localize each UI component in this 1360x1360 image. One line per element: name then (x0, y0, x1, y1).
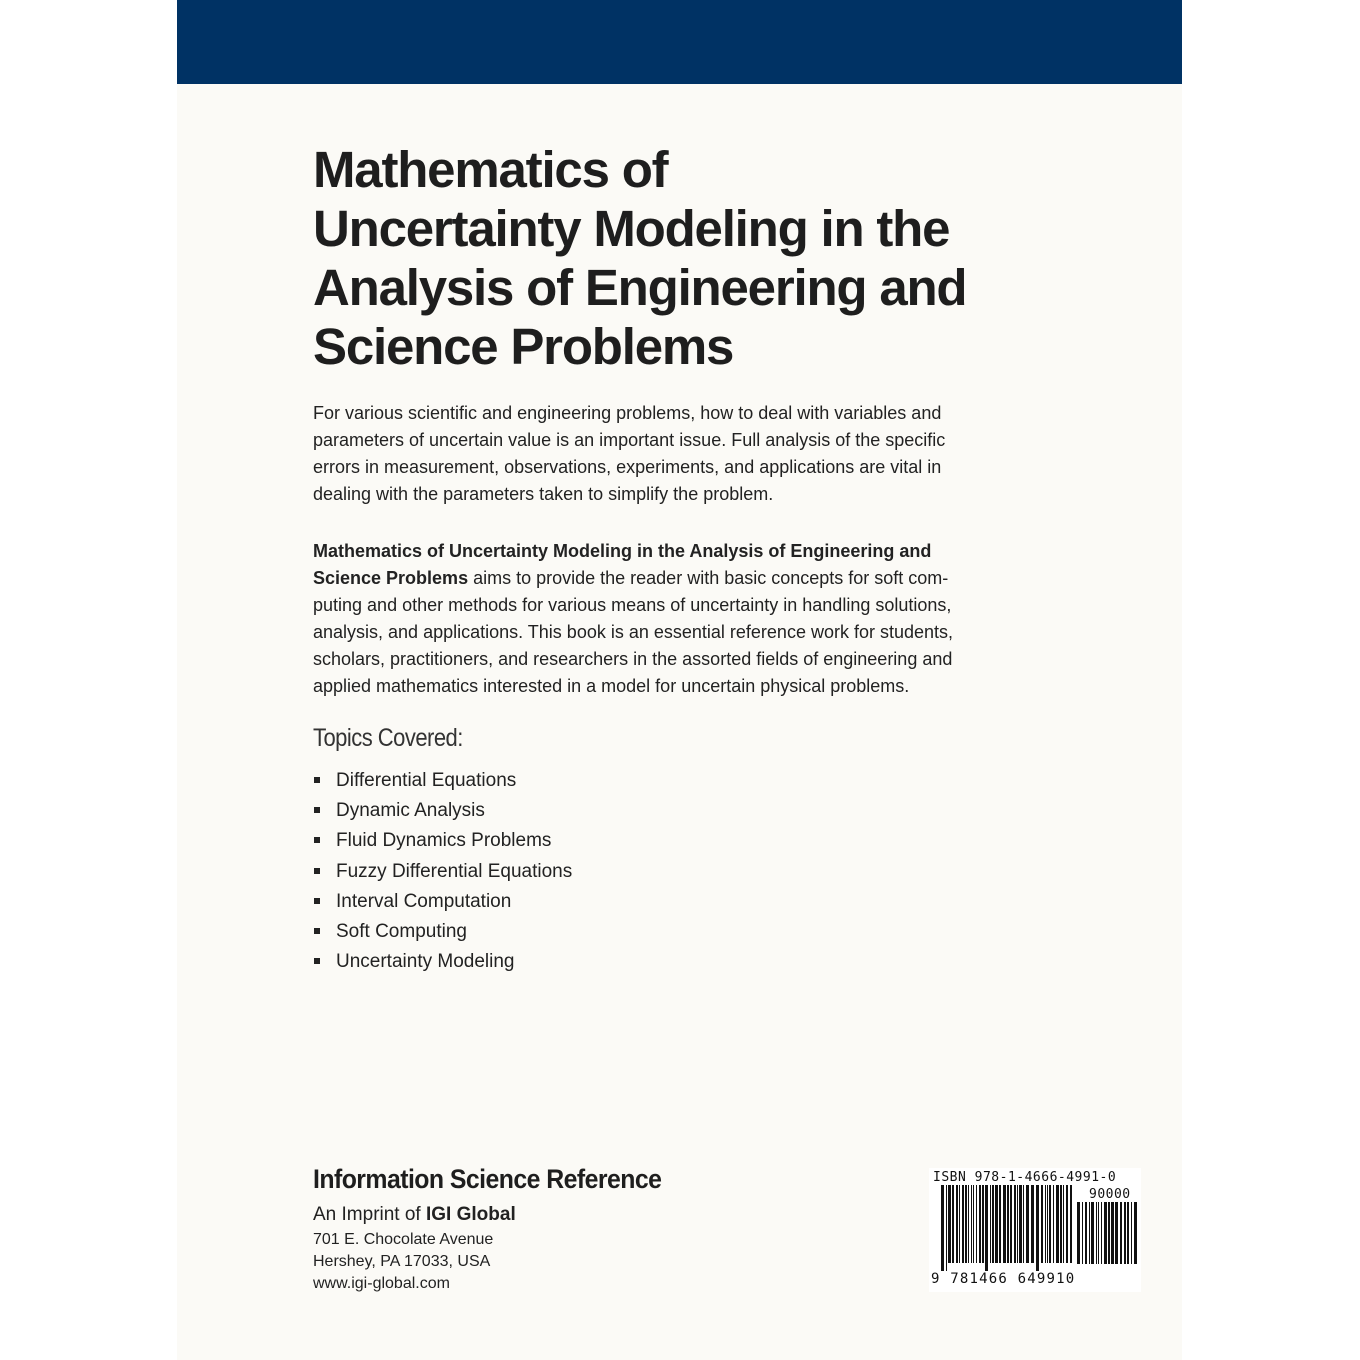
topics-list (313, 766, 572, 977)
intro-line: dealing with the parameters taken to simplify the problem. (313, 484, 774, 504)
topic-label: Fluid Dynamics Problems (336, 830, 552, 852)
bullet-icon (314, 958, 320, 964)
price-code: 90000 (1089, 1187, 1131, 1202)
topic-label: Dynamic Analysis (336, 800, 485, 822)
description-line: analysis, and applications. This book is an essential reference work for students, (313, 622, 954, 642)
publisher-name: Information Science Reference (313, 1164, 662, 1194)
title-line: Analysis of Engineering and (313, 259, 967, 316)
title-line: Science Problems (313, 318, 734, 375)
list-item (313, 857, 572, 887)
addon-barcode-bars-icon (1077, 1202, 1137, 1272)
publisher-imprint (313, 1204, 516, 1226)
list-item (313, 947, 572, 977)
description-line: puting and other methods for various means of uncertainty in handling solutions, (313, 595, 952, 615)
description-line: applied mathematics interested in a model for uncertain physical problems. (313, 676, 910, 696)
intro-line: parameters of uncertain value is an important issue. Full analysis of the specific (313, 430, 946, 450)
bullet-icon (314, 837, 320, 843)
list-item (313, 796, 572, 826)
isbn-number: ISBN 978-1-4666-4991-0 (933, 1170, 1117, 1185)
bullet-icon (314, 777, 320, 783)
imprint-prefix: An Imprint of (313, 1204, 426, 1225)
bullet-icon (314, 898, 320, 904)
topic-label: Fuzzy Differential Equations (336, 860, 573, 882)
isbn-barcode (929, 1168, 1141, 1292)
intro-line: errors in measurement, observations, experiments, and applications are vital in (313, 457, 942, 477)
intro-paragraph (313, 400, 1043, 508)
list-item (313, 766, 572, 796)
ean-digits: 9 781466 649910 (931, 1271, 1076, 1287)
description-line: scholars, practitioners, and researchers in the assorted fields of engineering and (313, 649, 953, 669)
book-title-inline: Science Problems (313, 568, 469, 588)
topics-heading: Topics Covered: (313, 724, 463, 752)
book-title-inline: Mathematics of Uncertainty Modeling in the Analysis of Engineering and (313, 541, 932, 561)
intro-line: For various scientific and engineering problems, how to deal with variables and (313, 403, 942, 423)
topic-label: Interval Computation (336, 890, 512, 912)
description-line (313, 538, 1043, 565)
topic-label: Differential Equations (336, 770, 517, 791)
list-item (313, 826, 572, 856)
bullet-icon (314, 868, 320, 874)
book-back-cover (177, 0, 1182, 1360)
top-color-band (177, 0, 1182, 84)
barcode-bars-icon (941, 1185, 1073, 1271)
description-paragraph (313, 538, 1043, 700)
publisher-address-line: 701 E. Chocolate Avenue (313, 1231, 494, 1248)
publisher-website: www.igi-global.com (313, 1275, 450, 1292)
title-line: Mathematics of (313, 141, 668, 198)
bullet-icon (314, 928, 320, 934)
description-text: aims to provide the reader with basic concepts for soft com- (468, 568, 949, 588)
topic-label: Uncertainty Modeling (336, 951, 515, 973)
bullet-icon (314, 807, 320, 813)
title-line: Uncertainty Modeling in the (313, 200, 950, 257)
topic-label: Soft Computing (336, 920, 467, 942)
book-title (313, 140, 1033, 376)
list-item (313, 917, 572, 947)
list-item (313, 887, 572, 917)
imprint-name: IGI Global (426, 1204, 516, 1225)
publisher-address-line: Hershey, PA 17033, USA (313, 1253, 491, 1270)
description-line (313, 565, 1043, 592)
